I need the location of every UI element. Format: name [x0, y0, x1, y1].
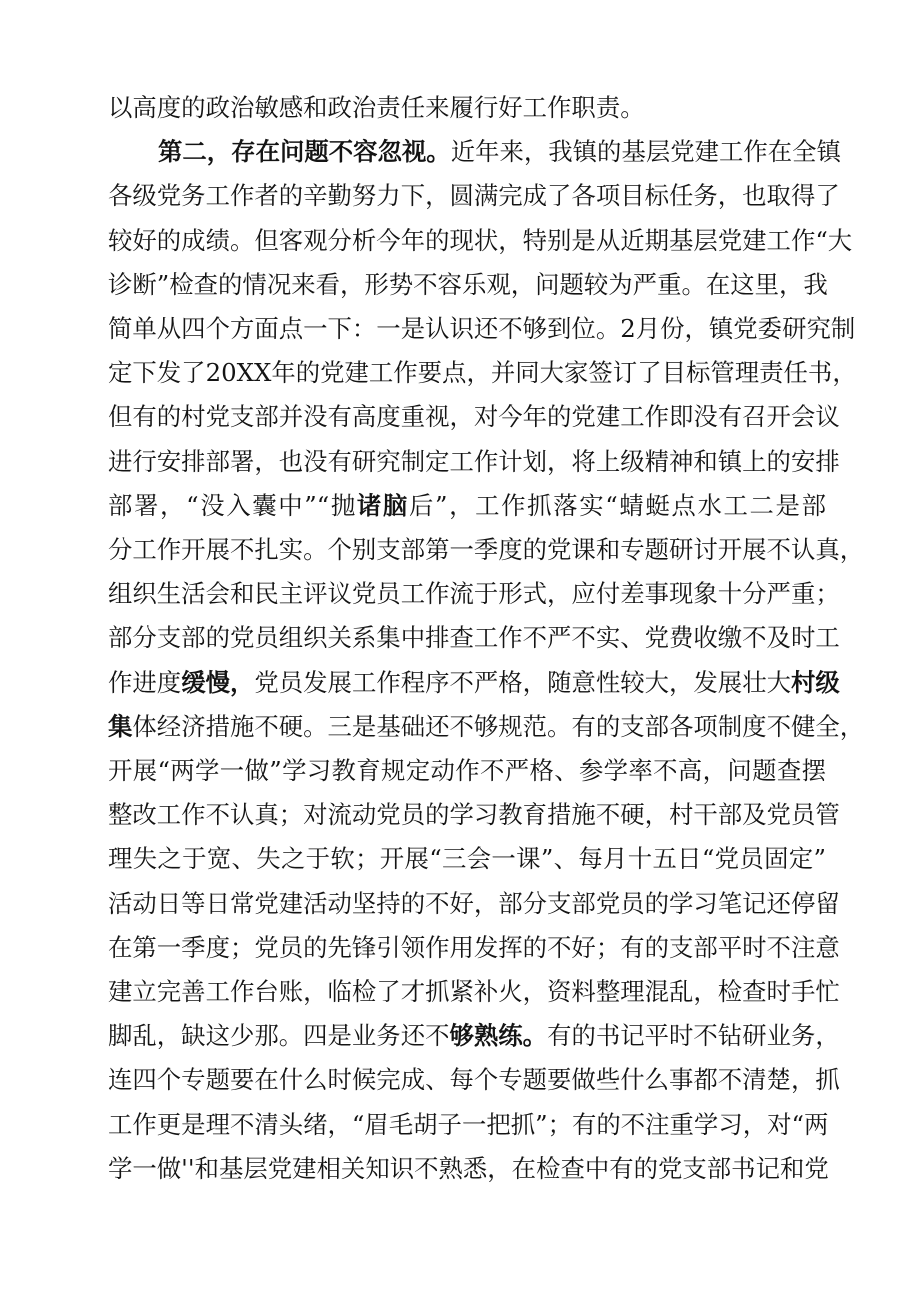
bold-text-run: 诸脑 — [356, 490, 409, 520]
paragraph-line — [108, 528, 865, 572]
text-run: 部署，“没入囊中”“抛 — [108, 490, 357, 520]
text-run: 诊断”检查的情况来看，形势不容乐观，问题较为严重。在这里，我 — [108, 269, 828, 299]
text-run: 各级党务工作者的辛勤努力下，圆满完成了各项目标任务，也取得了 — [108, 181, 840, 211]
text-run: 以高度的政治敏感和政治责任来履行好工作职责。 — [108, 93, 645, 122]
text-run: 简单从四个方面点一下：一是认识还不够到位。2月份，镇党委研究制 — [108, 314, 856, 343]
text-run: 分工作开展不扎实。个别支部第一季度的党课和专题研讨开展不认真， — [108, 535, 865, 564]
paragraph-line — [108, 440, 840, 484]
text-run: 脚乱，缺这少那。四是业务还不 — [108, 1021, 450, 1051]
text-run: 部分支部的党员组织关系集中排查工作不严不实、党费收缴不及时工 — [108, 623, 840, 653]
paragraph-line — [108, 661, 840, 705]
paragraph-line — [108, 749, 826, 793]
bold-text-run: 集 — [108, 711, 133, 741]
paragraph-line — [108, 1147, 829, 1191]
paragraph-line — [108, 572, 840, 616]
paragraph-line — [108, 882, 840, 926]
text-run: 但有的村党支部并没有高度重视，对今年的党建工作即没有召开会议 — [108, 402, 840, 432]
text-run: 活动日等日常党建活动坚持的不好，部分支部党员的学习笔记还停留 — [108, 888, 840, 918]
bold-text-run: 第二，存在问题不容忽视。 — [158, 137, 451, 167]
paragraph-line — [108, 1058, 840, 1102]
bold-text-run: 村级 — [790, 667, 840, 697]
text-run: 近年来，我镇的基层党建工作在全镇 — [450, 137, 841, 167]
paragraph-line — [108, 86, 826, 130]
paragraph-line — [108, 616, 840, 660]
paragraph-line — [108, 705, 865, 749]
text-run: 进行安排部署，也没有研究制定工作计划，将上级精神和镇上的安排 — [108, 446, 840, 476]
text-run: 定下发了20XX年的党建工作要点，并同大家签订了目标管理责任书， — [108, 358, 857, 388]
bold-text-run: 够熟练。 — [449, 1021, 548, 1051]
paragraph-line — [108, 395, 840, 439]
text-run: 组织生活会和民主评议党员工作流于形式，应付差事现象十分严重； — [108, 579, 840, 609]
text-run: 工作更是理不清头绪，“眉毛胡子一把抓”；有的不注重学习，对“两 — [108, 1109, 829, 1139]
text-run: 作进度 — [108, 667, 182, 697]
text-run: 连四个专题要在什么时候完成、每个专题要做些什么事都不清楚，抓 — [108, 1065, 840, 1095]
paragraph-line — [108, 837, 826, 881]
text-run: 党员发展工作程序不严格，随意性较大，发展壮大 — [254, 667, 791, 697]
bold-text-run: 缓慢， — [181, 667, 255, 697]
paragraph-line — [108, 307, 856, 351]
paragraph-line — [108, 219, 853, 263]
text-run: 建立完善工作台账，临检了才抓紧补火，资料整理混乱，检查时手忙 — [108, 977, 840, 1006]
paragraph-line — [108, 263, 826, 307]
paragraph-line — [108, 351, 857, 395]
paragraph-line — [108, 926, 840, 970]
text-run: 后”，工作抓落实“蜻蜓点水工二是部 — [408, 490, 826, 520]
text-run: 较好的成绩。但客观分析今年的现状，特别是从近期基层党建工作“大 — [108, 225, 853, 255]
paragraph-line — [108, 793, 840, 837]
text-run: 学一做''和基层党建相关知识不熟悉，在检查中有的党支部书记和党 — [108, 1153, 829, 1183]
paragraph-line — [108, 174, 840, 218]
text-run: 体经济措施不硬。三是基础还不够规范。有的支部各项制度不健全， — [132, 711, 865, 741]
paragraph-line — [158, 130, 841, 174]
text-run: 开展“两学一做”学习教育规定动作不严格、参学率不高，问题查摆 — [108, 756, 826, 785]
paragraph-line — [108, 1103, 829, 1147]
text-run: 理失之于宽、失之于软；开展“三会一课”、每月十五日“党员固定” — [108, 844, 826, 874]
paragraph-line — [108, 1014, 840, 1058]
text-run: 在第一季度；党员的先锋引领作用发挥的不好；有的支部平时不注意 — [108, 932, 840, 962]
paragraph-line — [108, 484, 826, 528]
text-run: 整改工作不认真；对流动党员的学习教育措施不硬，村干部及党员管 — [108, 800, 840, 830]
paragraph-line — [108, 970, 840, 1014]
text-run: 有的书记平时不钻研业务， — [547, 1021, 840, 1051]
